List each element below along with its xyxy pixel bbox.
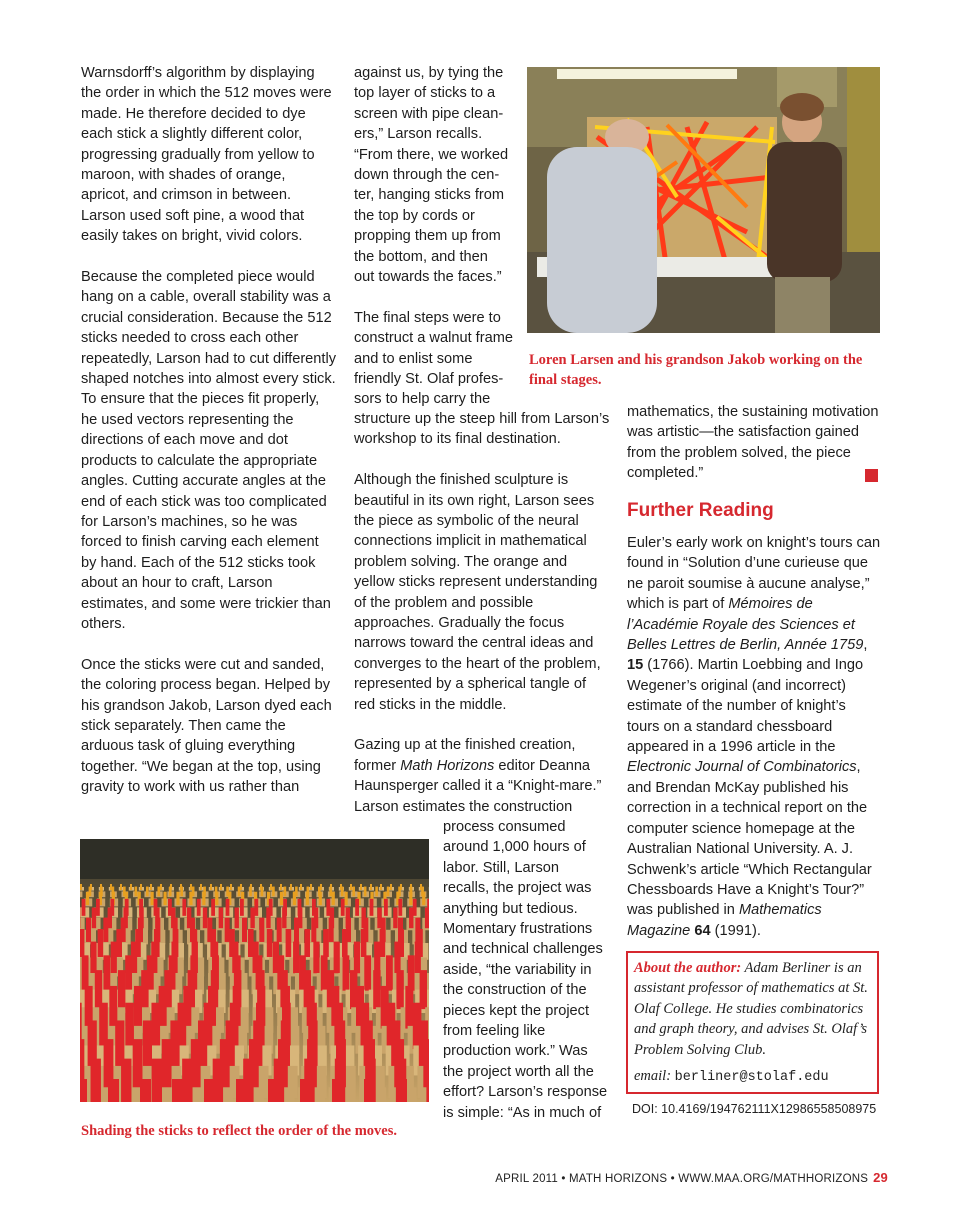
doi: DOI: 10.4169/194762111X12986558508975 [632,1102,877,1116]
col2-paragraph-2-end: structure up the steep hill from Larson’s workshop to its final destination. [354,411,610,448]
column-2-middle [354,409,610,817]
caption-top-photo: Loren Larsen and his grandson Jakob working on the final stages. [529,352,863,388]
text-line: top layer of sticks to a [354,85,496,102]
about-label: About the author: [634,960,742,976]
email-label: email: [634,1068,672,1085]
about-the-author-box [626,951,879,1094]
col2-paragraph-2 [354,308,529,410]
about-text: Adam Berliner is an assistant professor of mathematics at St. Olaf College. He studies combinatorics and graph theory, and advises St. Olaf’s Problem Solving Club. [634,960,868,1058]
text-line: sors to help carry the [354,391,491,408]
text-line: The final steps were to [354,309,501,326]
caption-bottom-photo: Shading the sticks to reflect the order of the moves. [81,1123,398,1139]
text-line: ers,” Larson recalls. [354,126,483,143]
text-line: propping them up from [354,228,501,245]
photo-shaded-sticks [80,839,429,1102]
col2-paragraph-3: Although the finished sculpture is beautiful in its own right, Larson sees the piece as symbolic of the neural connections implicit in mathematical problem solving. The orange and yellow sticks represent understanding of the problem and possible approaches. Gradually the focus narrows toward the central ideas and converges to the heart of the problem, represented by a spherical tangle of red sticks in the middle. [354,472,601,713]
text-line: construct a walnut frame [354,330,513,347]
author-email[interactable]: berliner@stolaf.edu [674,1070,829,1086]
column-2-top [354,63,529,410]
footer-text: APRIL 2011 • MATH HORIZONS • WWW.MAA.ORG/MATHHORIZONS [495,1173,869,1185]
text-line: ter, hanging sticks from [354,187,505,204]
stick-rows [80,884,429,1102]
text-line: friendly St. Olaf profes- [354,371,504,388]
text-line: the bottom, and then [354,248,488,265]
page-footer [495,1170,888,1185]
further-reading-heading: Further Reading [627,500,774,521]
column-2-bottom [443,817,608,1123]
photo-larsen-and-jakob [527,67,880,333]
col1-paragraph-2: Because the completed piece would hang on a cable, overall stability was a crucial consideration. Because the 512 sticks needed to cross each other repeatedly, Larson had to cut differently shaped notches into almost every stick. To ensure that the pieces fit properly, he used vectors representing the directions of each move and dot products to calculate the appropriate angles. Cutting accurate angles at the end of each stick was too complicated for Larson’s machines, so he was forced to finish carving each element by hand. Each of the 512 sticks took about an hour to craft, Larson estimates, and some were trickier than others. [81,269,337,632]
col2-paragraph-4: Gazing up at the finished creation, former Math Horizons editor Deanna Haunsperger called it a “Knight-mare.” Larson estimates the construction [354,737,602,815]
col1-paragraph-1: Warnsdorff’s algorithm by displaying the order in which the 512 moves were made. He therefore decided to dye each stick a slightly different color, progressing gradually from yellow to maroon, with shades of orange, apricot, and crimson in between. Larson used soft pine, a wood that easily takes on bright, vivid colors. [81,65,332,245]
end-of-article-mark [865,469,878,482]
column-1 [81,63,336,798]
text-line: and to enlist some [354,350,473,367]
col2-paragraph-5: process consumed around 1,000 hours of labor. Still, Larson recalls, the project was anything but tedious. Momentary frustrations and technical challenges aside, “the variability in the construction of the pieces kept the project from feeling like production work.” Was the project worth all the effort? Larson’s response is simple: “As in much of [443,819,608,1121]
sticks-photo-illustration [80,839,429,1102]
col2-paragraph-1 [354,63,529,287]
col1-paragraph-3: Once the sticks were cut and sanded, the coloring process began. Helped by his grandson Jakob, Larson dyed each stick separately. Then came the arduous task of gluing everything together. “We began at the top, using gravity to work with us rather than [81,656,332,796]
col3-paragraph-1: mathematics, the sustaining motivation was artistic—the satisfaction gained from the problem solved, the piece completed.” [627,404,879,482]
text-line: screen with pipe clean- [354,105,504,122]
workshop-photo-illustration [527,67,880,333]
further-reading-text: Euler’s early work on knight’s tours can found in “Solution d’une curieuse que ne paroit soumise à aucune analyse,” which is part of Mémoires de l’Académie Royale des Sciences et Belles Lettres de Berlin, Année 1759, 15 (1766). Martin Loebbing and Ingo Wegener’s original (and incorrect) estimate of the number of knight’s tours on a standard chessboard appeared in a 1996 article in the Electronic Journal of Combinatorics, and Brendan McKay published his correction in a technical report on the computer science homepage at the Australian National University. A. J. Schwenk’s article “Which Rectangular Chessboards Have a Knight’s Tour?” was published in Mathematics Magazine 64 (1991). [627,535,881,939]
text-line: out towards the faces.” [354,269,502,286]
column-3-top [627,402,879,484]
text-line: down through the cen- [354,167,500,184]
page-number: 29 [873,1170,888,1185]
text-line: the top by cords or [354,207,475,224]
text-line: “From there, we worked [354,146,509,163]
text-line: against us, by tying the [354,65,504,81]
